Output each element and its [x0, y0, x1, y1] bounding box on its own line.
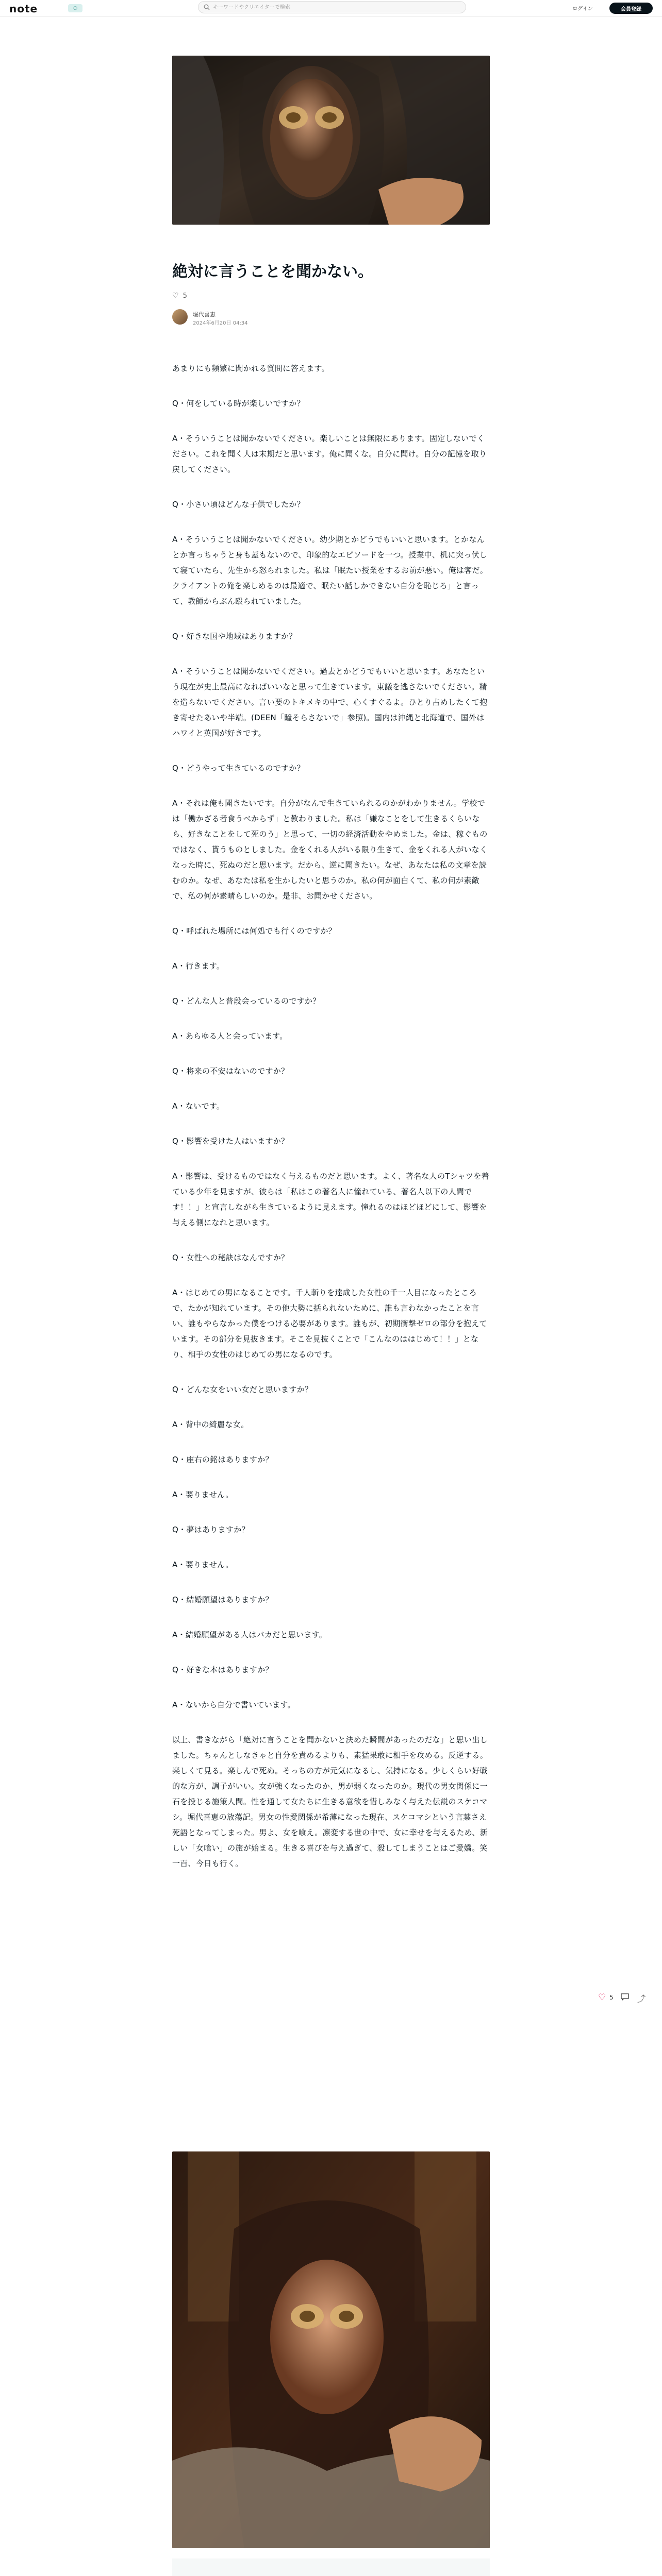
paragraph: A・影響は、受けるものではなく与えるものだと思います。よく、著名な人のTシャツを着ている少年を見ますが、彼らは「私はこの著名人に憧れている、著名人以下の人間です！！」と宣言しながら生きているように見えます。憧れるのはほどほどにして、影響を与える側になれと思います。: [172, 1172, 489, 1227]
paragraph: Q・好きな本はありますか？: [172, 1665, 273, 1674]
paragraph: A・ないです。: [172, 1101, 225, 1111]
heart-icon: ♡: [172, 292, 179, 300]
search-bar[interactable]: [198, 1, 466, 13]
note-logo[interactable]: note: [9, 3, 38, 15]
article-like-summary[interactable]: [172, 292, 187, 300]
top-nav-bar: [0, 0, 662, 16]
paragraph: Q・小さい頃はどんな子供でしたか？: [172, 500, 305, 509]
search-input[interactable]: [213, 3, 460, 11]
paragraph: Q・結婚願望はありますか？: [172, 1595, 273, 1604]
paragraph: A・要りません。: [172, 1490, 234, 1499]
paragraph: Q・呼ばれた場所には何処でも行くのですか？: [172, 926, 337, 936]
paragraph: A・はじめての男になることです。千人斬りを達成した女性の千一人目になったところで、たかが知れています。その他大勢に括られないために、誰も言わなかったことを言い、誰もやらなかった僕をつける必要があります。誰もが、初期衝撃ゼロの部分を抱えています。その部分を見抜きます。そこを見抜くことで「こんなのははじめて！！」となり、相手の女性のはじめての男になるのです。: [172, 1288, 487, 1359]
paragraph: Q・どうやって生きているのですか？: [172, 764, 305, 773]
like-count: 5: [609, 1994, 614, 2001]
search-icon: [204, 4, 210, 10]
share-icon[interactable]: ⤴: [637, 1994, 646, 2004]
paragraph: あまりにも頻繁に聞かれる質問に答えます。: [172, 364, 329, 373]
paragraph: Q・座右の銘はありますか？: [172, 1455, 273, 1464]
post-date: 2024年6月20日 04:34: [193, 320, 248, 326]
login-button[interactable]: ログイン: [562, 2, 603, 13]
paragraph: A・そういうことは聞かないでください。幼少期とかどうでもいいと思います。とかなんとか言っちゃうと身も蓋もないので、印象的なエピソードを一つ。授業中、机に突っ伏して寝ていたら、先生から怒られました。私は「眠たい授業をするお前が悪い。俺は客だ。クライアントの俺を楽しめるのは最適で、眠たい話しかできない自分を恥じろ」と言って、教師からぶん殴られていました。: [172, 535, 488, 606]
paragraph: Q・将来の不安はないのですか？: [172, 1066, 289, 1076]
heart-icon[interactable]: ♡: [598, 1992, 606, 2003]
logo-badge: ○: [68, 4, 82, 12]
paragraph: A・結婚願望がある人はバカだと思います。: [172, 1630, 327, 1639]
author-name[interactable]: 堀代喜恵: [193, 311, 216, 318]
paragraph: A・行きます。: [172, 961, 225, 971]
header-photo: [172, 56, 490, 225]
schedule-box: [172, 2558, 490, 2576]
article-title: 絶対に言うことを聞かない。: [172, 263, 373, 281]
like-count: 5: [183, 292, 187, 300]
paragraph: A・要りません。: [172, 1560, 234, 1569]
paragraph: A・あらゆる人と会っています。: [172, 1031, 288, 1041]
paragraph: A・背中の綺麗な女。: [172, 1420, 249, 1429]
paragraph: 以上、書きながら「絶対に言うことを聞かないと決めた瞬間があったのだな」と思い出しました。ちゃんとしなきゃと自分を責めるよりも、素猛果敢に相手を攻める。反逆する。楽しくて見る。楽しんで死ぬ。そっちの方が元気になるし、気持になる。少しくらい好戦的な方が、調子がいい。女が強くなったのか、男が弱くなったのか。現代の男女関係に一石を投じる施策人間。性を通して女たちに生きる意欲を惜しみなく与えた伝説のスケコマシ。堀代喜恵の放蕩記。男女の性愛関係が希薄になった現在、スケコマシという言葉さえ死語となってしまった。男よ、女を喰え。凛変する世の中で、女に幸せを与えるため、新しい「女喰い」の旅が始まる。生きる喜びを与え過ぎて、殺してしまうことはご愛嬌。笑一百、今日も行く。: [172, 1735, 488, 1868]
paragraph: A・それは俺も聞きたいです。自分がなんで生きていられるのかがわかりません。学校では「働かざる者食うべからず」と教わりました。私は「嫌なことをして生きるくらいなら、好きなことをして死のう」と思って、一切の経済活動をやめました。金は、稼ぐものではなく、貰うものとしました。金をくれる人がいる限り生きて、金をくれる人がいなくなった時に、死ぬのだと思います。だから、逆に聞きたい。なぜ、あなたは私の文章を読むのか。なぜ、あなたは私を生かしたいと思うのか。私の何が面白くて、私の何が素敵で、私の何が素晴らしいのか。是非、お聞かせください。: [172, 799, 488, 901]
paragraph: Q・どんな女をいい女だと思いますか？: [172, 1385, 313, 1394]
paragraph: A・そういうことは聞かないでください。過去とかどうでもいいと思います。あなたという現在が史上最高になればいいなと思って生きています。東議を逃さないでください。精を造らないでください。言い要のトキメキの中で、心くすぐるよ。ひとり占めしたくて抱き寄せたあいや半端。(DEEN「瞳そらさないで」参照)。国内は沖縄と北海道で、国外はハワイと英国が好きです。: [172, 667, 488, 738]
paragraph: Q・女性への秘訣はなんですか？: [172, 1253, 289, 1262]
signup-button[interactable]: 会員登録: [609, 3, 653, 14]
article-body: [172, 361, 490, 1871]
author-row: [172, 307, 490, 328]
paragraph: Q・影響を受けた人はいますか？: [172, 1137, 289, 1146]
paragraph: Q・どんな人と普段会っているのですか？: [172, 996, 321, 1006]
avatar[interactable]: [172, 309, 188, 325]
paragraph: Q・何をしている時が楽しいですか？: [172, 399, 305, 408]
paragraph: Q・夢はありますか？: [172, 1525, 250, 1534]
comment-icon[interactable]: [621, 1993, 629, 2001]
article-photo: [172, 2151, 490, 2548]
side-action-bar: [598, 1991, 655, 2007]
paragraph: A・ないから自分で書いています。: [172, 1700, 295, 1709]
paragraph: A・そういうことは聞かないでください。楽しいことは無限にあります。固定しないでください。これを聞く人は末期だと思います。俺に聞くな。自分に聞け。自分の記憶を取り戻してください。: [172, 434, 487, 474]
paragraph: Q・好きな国や地域はありますか？: [172, 632, 297, 641]
